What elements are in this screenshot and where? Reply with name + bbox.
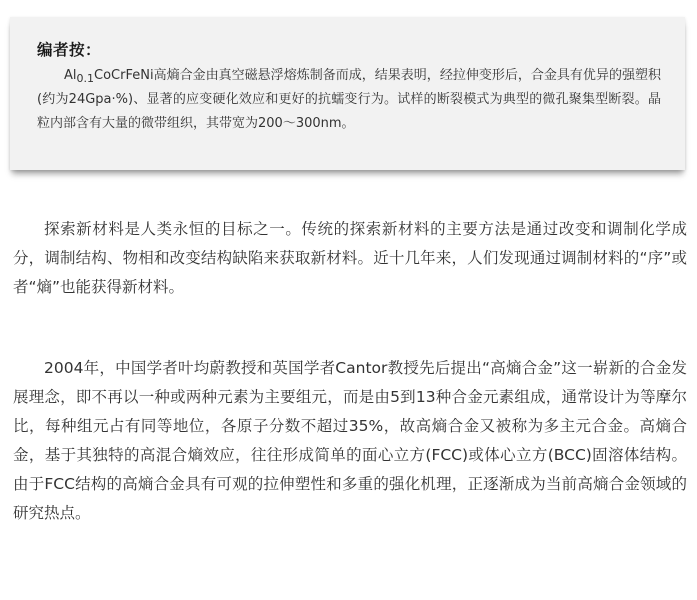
article-paragraph-2: 2004年，中国学者叶均蔚教授和英国学者Cantor教授先后提出“高熵合金”这一崭新的合金发展理念，即不再以一种或两种元素为主要组元，而是由5到13种合金元素组成，通常设计为等摩尔比，每种组元占有同等地位，各原子分数不超过35%，故高熵合金又被称为多主元合金。高熵合金，基于其独特的高混合熵效应，往往形成简单的面心立方(FCC)或体心立方(BCC)固溶体结构。由于FCC结构的高熵合金具有可观的拉伸塑性和多重的强化机理，正逐渐成为当前高熵合金领域的研究热点。 xyxy=(13,359,687,522)
editor-note-body xyxy=(37,64,661,136)
editor-note-text: CoCrFeNi高熵合金由真空磁悬浮熔炼制备而成，结果表明，经拉伸变形后，合金具有优异的强塑积(约为24Gpa·%)、显著的应变硬化效应和更好的抗蠕变行为。试样的断裂模式为典型的微孔聚集型断裂。晶粒内部含有大量的微带组织，其带宽为200～300nm。 xyxy=(37,68,661,131)
alloy-subscript: 0.1 xyxy=(76,72,95,85)
editor-note-title: 编者按： xyxy=(37,41,102,59)
alloy-prefix: Al xyxy=(64,68,77,83)
editor-note-box xyxy=(10,17,685,170)
article-paragraph-1: 探索新材料是人类永恒的目标之一。传统的探索新材料的主要方法是通过改变和调制化学成分，调制结构、物相和改变结构缺陷来获取新材料。近十几年来，人们发现通过调制材料的“序”或者“熵”也能获得新材料。 xyxy=(13,220,687,296)
